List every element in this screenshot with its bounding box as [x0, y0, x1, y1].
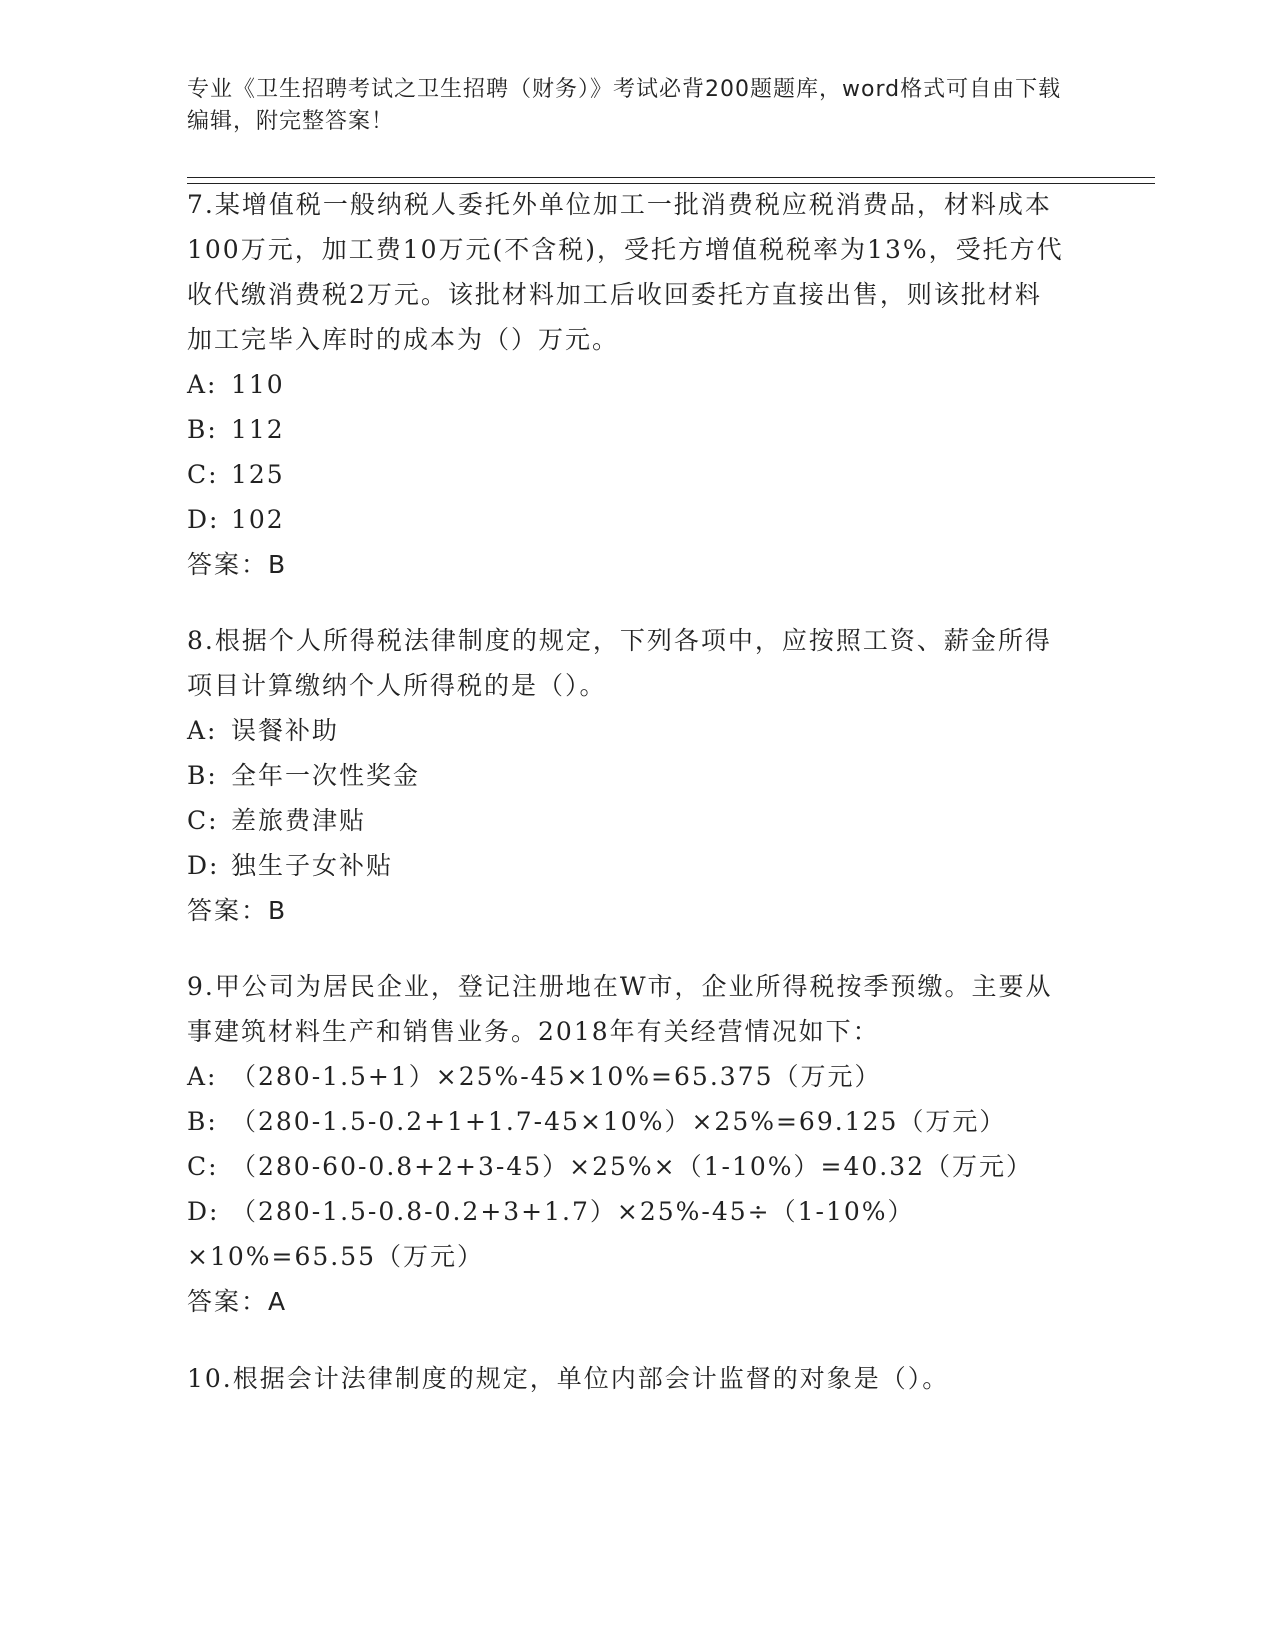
option-a: A: （280-1.5+1）×25%-45×10%=65.375（万元） [187, 1062, 882, 1091]
option-c: C: 125 [187, 460, 285, 489]
option-b: B: 全年一次性奖金 [187, 761, 421, 790]
option-d: D: 102 [187, 505, 285, 534]
option-d: D: （280-1.5-0.8-0.2+3+1.7）×25%-45÷（1-10%）×10%=65.55（万元） [187, 1197, 915, 1271]
option-a: A: 误餐补助 [187, 716, 340, 745]
question-9 [187, 964, 1067, 1324]
option-a: A: 110 [187, 370, 285, 399]
question-7 [187, 182, 1067, 587]
document-header: 专业《卫生招聘考试之卫生招聘（财务）》考试必背200题题库，word格式可自由下载编辑，附完整答案！ [187, 77, 1062, 134]
option-b: B: 112 [187, 415, 285, 444]
option-d: D: 独生子女补贴 [187, 851, 394, 880]
question-10 [187, 1356, 1067, 1401]
question-stem: 8.根据个人所得税法律制度的规定，下列各项中，应按照工资、薪金所得项目计算缴纳个人所得税的是（）。 [187, 626, 1052, 700]
header-divider-top [187, 177, 1155, 178]
answer: 答案：A [187, 1287, 288, 1316]
answer: 答案：B [187, 550, 288, 579]
option-c: C: 差旅费津贴 [187, 806, 367, 835]
answer: 答案：B [187, 896, 288, 925]
question-stem: 10.根据会计法律制度的规定，单位内部会计监督的对象是（）。 [187, 1364, 950, 1393]
option-b: B: （280-1.5-0.2+1+1.7-45×10%）×25%=69.125（万元） [187, 1107, 1007, 1136]
question-8 [187, 618, 1067, 933]
question-stem: 9.甲公司为居民企业，登记注册地在W市，企业所得税按季预缴。主要从事建筑材料生产和销售业务。2018年有关经营情况如下： [187, 972, 1053, 1046]
question-stem: 7.某增值税一般纳税人委托外单位加工一批消费税应税消费品，材料成本100万元，加工费10万元(不含税)，受托方增值税税率为13%，受托方代收代缴消费税2万元。该批材料加工后收回委托方直接出售，则该批材料加工完毕入库时的成本为（）万元。 [187, 190, 1064, 354]
option-c: C: （280-60-0.8+2+3-45）×25%×（1-10%）=40.32（万元） [187, 1152, 1034, 1181]
